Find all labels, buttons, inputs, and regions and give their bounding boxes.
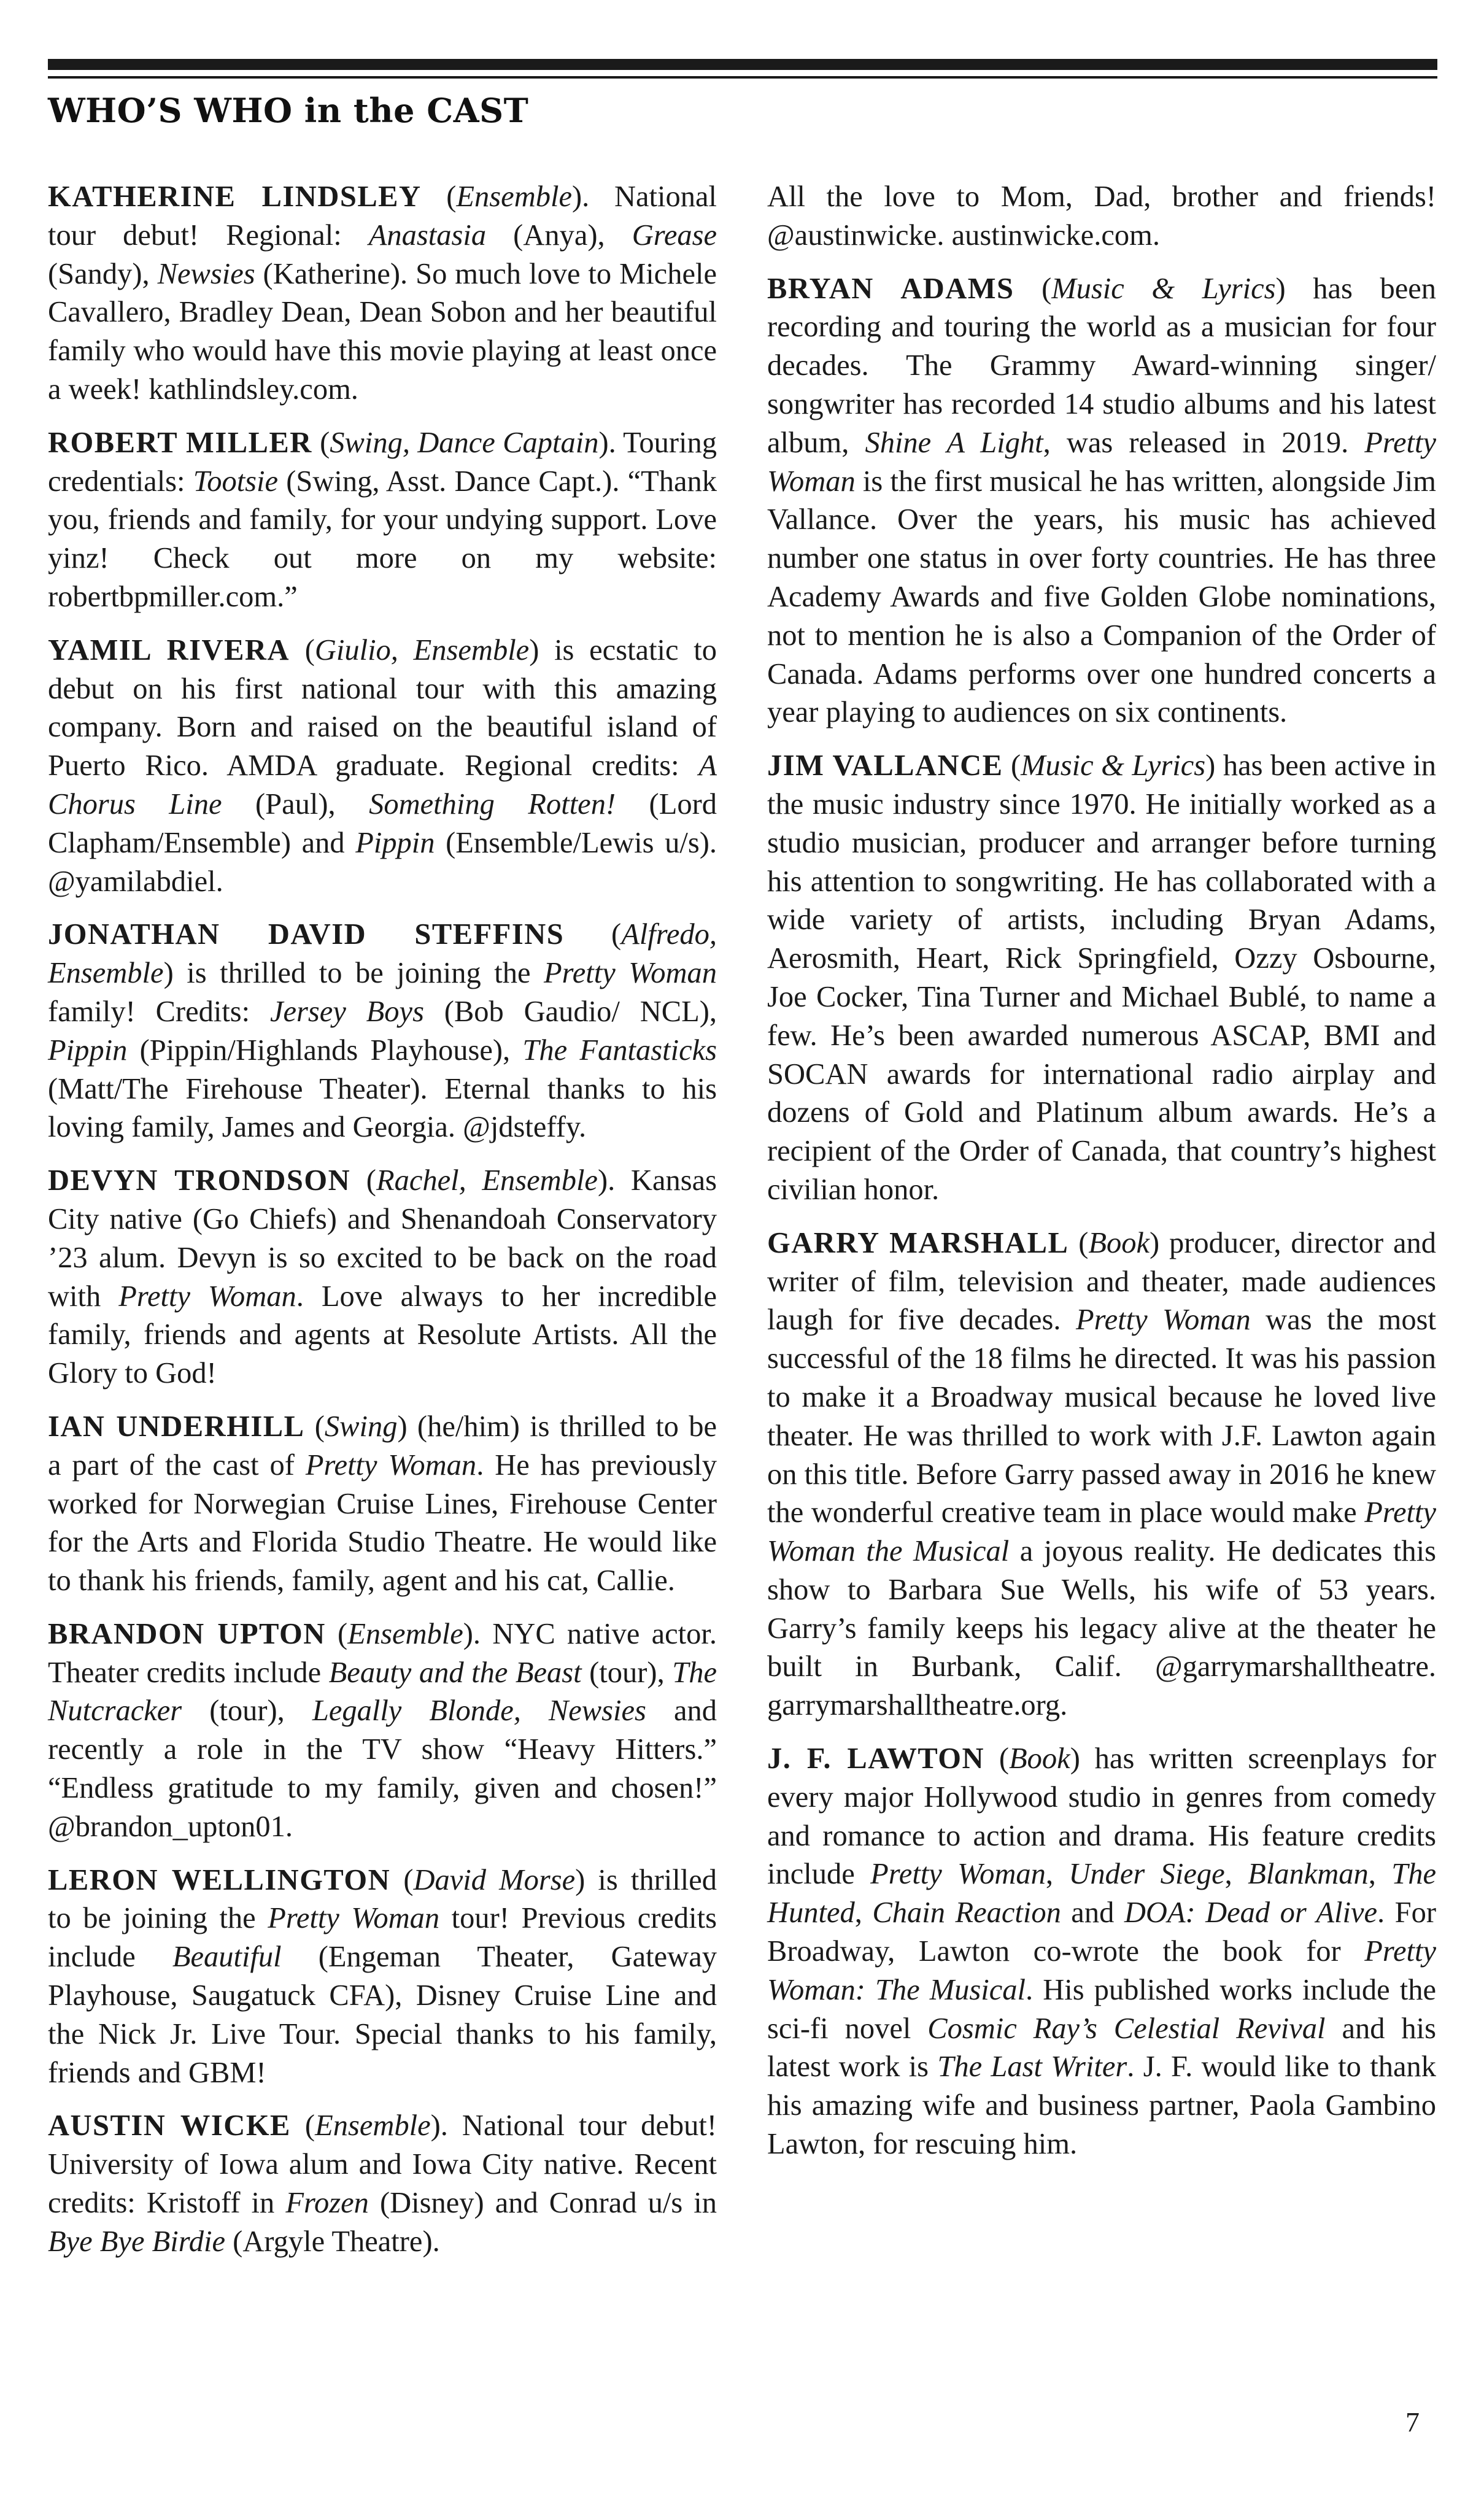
bio-role: Swing (324, 1410, 398, 1443)
bio-name: YAMIL RIVERA (48, 633, 290, 667)
bio-role: Swing, Dance Captain (330, 426, 599, 459)
bio-name: IAN UNDERHILL (48, 1410, 305, 1443)
bio-role: Music & Lyrics (1051, 272, 1276, 305)
bio-leron-wellington: LERON WELLINGTON (David Morse) is thrilled to be joining the Pretty Woman tour! Previous credits include Beautiful (Engeman Theater, Gateway Playhouse, Saugatuck CFA), Disney Cruise Line and the Nick Jr. Live Tour. Special thanks to his family, friends and GBM! (48, 1863, 717, 2089)
bio-role: Book (1009, 1742, 1070, 1775)
bio-austin-wicke: AUSTIN WICKE (Ensemble). National tour debut! University of Iowa alum and Iowa City native. Recent credits: Kristoff in Frozen (Disney) and Conrad u/s in Bye Bye Birdie (Argyle Theatre). (48, 2109, 717, 2258)
page-number: 7 (1405, 2406, 1420, 2438)
bio-role: Alfredo, Ensemble (48, 918, 717, 990)
bio-role: Giulio, Ensemble (314, 633, 530, 667)
bio-role: Ensemble (347, 1617, 463, 1650)
bio-yamil-rivera: YAMIL RIVERA (Giulio, Ensemble) is ecstatic to debut on his first national tour with this amazing company. Born and raised on the beautiful island of Puerto Rico. AMDA graduate. Regional credits: A Chorus Line (Paul), Something Rotten! (Lord Clapham/Ensemble) and Pippin (Ensemble/Lewis u/s). @yamilabdiel. (48, 633, 717, 898)
bio-name: JIM VALLANCE (767, 749, 1003, 782)
bio-jonathan-david-steffins: JONATHAN DAVID STEFFINS (Alfredo, Ensemble) is thrilled to be joining the Pretty Woman family! Credits: Jersey Boys (Bob Gaudio/ NCL), Pippin (Pippin/Highlands Playhouse), The Fantasticks (Matt/The Firehouse Theater). Eternal thanks to his loving family, James and Georgia. @jdsteffy. (48, 918, 717, 1144)
bio-name: AUSTIN WICKE (48, 2109, 291, 2142)
bio-name: GARRY MARSHALL (767, 1226, 1069, 1259)
bio-name: J. F. LAWTON (767, 1742, 985, 1775)
bio-austin-wicke-continuation: All the love to Mom, Dad, brother and friends! @austinwicke. austinwicke.com. (767, 180, 1436, 252)
header-thin-rule (48, 76, 1437, 79)
bio-robert-miller: ROBERT MILLER (Swing, Dance Captain). Touring credentials: Tootsie (Swing, Asst. Dance Capt.). “Thank you, friends and family, for your undying support. Love yinz! Check out more on my website: robertbpmiller.com.” (48, 426, 717, 613)
bio-role: Ensemble (315, 2109, 431, 2142)
right-column (767, 178, 1436, 2179)
header-thick-rule (48, 59, 1437, 70)
bio-name: BRANDON UPTON (48, 1617, 326, 1650)
bio-devyn-trondson: DEVYN TRONDSON (Rachel, Ensemble). Kansas City native (Go Chiefs) and Shenandoah Conservatory ’23 alum. Devyn is so excited to be back on the road with Pretty Woman. Love always to her incredible family, friends and agents at Resolute Artists. All the Glory to God! (48, 1164, 717, 1390)
bio-role: Rachel, Ensemble (376, 1164, 598, 1197)
bio-name: KATHERINE LINDSLEY (48, 180, 422, 213)
bio-garry-marshall: GARRY MARSHALL (Book) producer, director and writer of film, television and theater, made audiences laugh for five decades. Pretty Woman was the most successful of the 18 films he directed. It was his passion to make it a Broadway musical because he loved live theater. He was thrilled to work with J.F. Lawton again on this title. Before Garry passed away in 2016 he knew the wonderful creative team in place would make Pretty Woman the Musical a joyous reality. He dedicates this show to Barbara Sue Wells, his wife of 53 years. Garry’s family keeps his legacy alive at the theater he built in Burbank, Calif. @garrymarshalltheatre. garrymarshalltheatre.org. (767, 1226, 1436, 1722)
left-column (48, 178, 717, 2276)
bio-bryan-adams: BRYAN ADAMS (Music & Lyrics) has been recording and touring the world as a musician for four decades. The Grammy Award-winning singer/ songwriter has recorded 14 studio albums and his latest album, Shine A Light, was released in 2019. Pretty Woman is the first musical he has written, alongside Jim Vallance. Over the years, his music has achieved number one status in over forty countries. He has three Academy Awards and five Golden Globe nominations, not to mention he is also a Companion of the Order of Canada. Adams performs over one hundred concerts a year playing to audiences on six continents. (767, 272, 1436, 729)
bio-ian-underhill: IAN UNDERHILL (Swing) (he/him) is thrilled to be a part of the cast of Pretty Woman. He has previously worked for Norwegian Cruise Lines, Firehouse Center for the Arts and Florida Studio Theatre. He would like to thank his friends, family, agent and his cat, Callie. (48, 1410, 717, 1598)
bio-role: Book (1088, 1226, 1150, 1259)
bio-name: DEVYN TRONDSON (48, 1164, 351, 1197)
bio-brandon-upton: BRANDON UPTON (Ensemble). NYC native actor. Theater credits include Beauty and the Beast (tour), The Nutcracker (tour), Legally Blonde, Newsies and recently a role in the TV show “Heavy Hitters.” “Endless gratitude to my family, given and chosen!” @brandon_upton01. (48, 1617, 717, 1843)
bio-jf-lawton: J. F. LAWTON (Book) has written screenplays for every major Hollywood studio in genres from comedy and romance to action and drama. His feature credits include Pretty Woman, Under Siege, Blankman, The Hunted, Chain Reaction and DOA: Dead or Alive. For Broadway, Lawton co-wrote the book for Pretty Woman: The Musical. His published works include the sci-fi novel Cosmic Ray’s Celestial Revival and his latest work is The Last Writer. J. F. would like to thank his amazing wife and business partner, Paola Gambino Lawton, for rescuing him. (767, 1742, 1437, 2161)
page-title: WHO’S WHO in the CAST (48, 91, 529, 130)
bio-role: David Morse (413, 1863, 576, 1896)
bio-name: ROBERT MILLER (48, 426, 312, 459)
bio-name: JONATHAN DAVID STEFFINS (48, 918, 565, 951)
bio-name: BRYAN ADAMS (767, 272, 1014, 305)
bio-jim-vallance: JIM VALLANCE (Music & Lyrics) has been active in the music industry since 1970. He initially worked as a studio musician, producer and arranger before turning his attention to songwriting. He has collaborated with a wide variety of artists, including Bryan Adams, Aerosmith, Heart, Rick Springfield, Ozzy Osbourne, Joe Cocker, Tina Turner and Michael Bublé, to name a few. He’s been awarded numerous ASCAP, BMI and SOCAN awards for international radio airplay and dozens of Gold and Platinum album awards. He’s a recipient of the Order of Canada, that country’s highest civilian honor. (767, 749, 1437, 1206)
bio-name: LERON WELLINGTON (48, 1863, 391, 1896)
bio-role: Ensemble (456, 180, 572, 213)
bio-role: Music & Lyrics (1021, 749, 1206, 782)
bio-katherine-lindsley: KATHERINE LINDSLEY (Ensemble). National tour debut! Regional: Anastasia (Anya), Grease (Sandy), Newsies (Katherine). So much love to Michele Cavallero, Bradley Dean, Dean Sobon and her beautiful family who would have this movie playing at least once a week! kathlindsley.com. (48, 180, 717, 406)
